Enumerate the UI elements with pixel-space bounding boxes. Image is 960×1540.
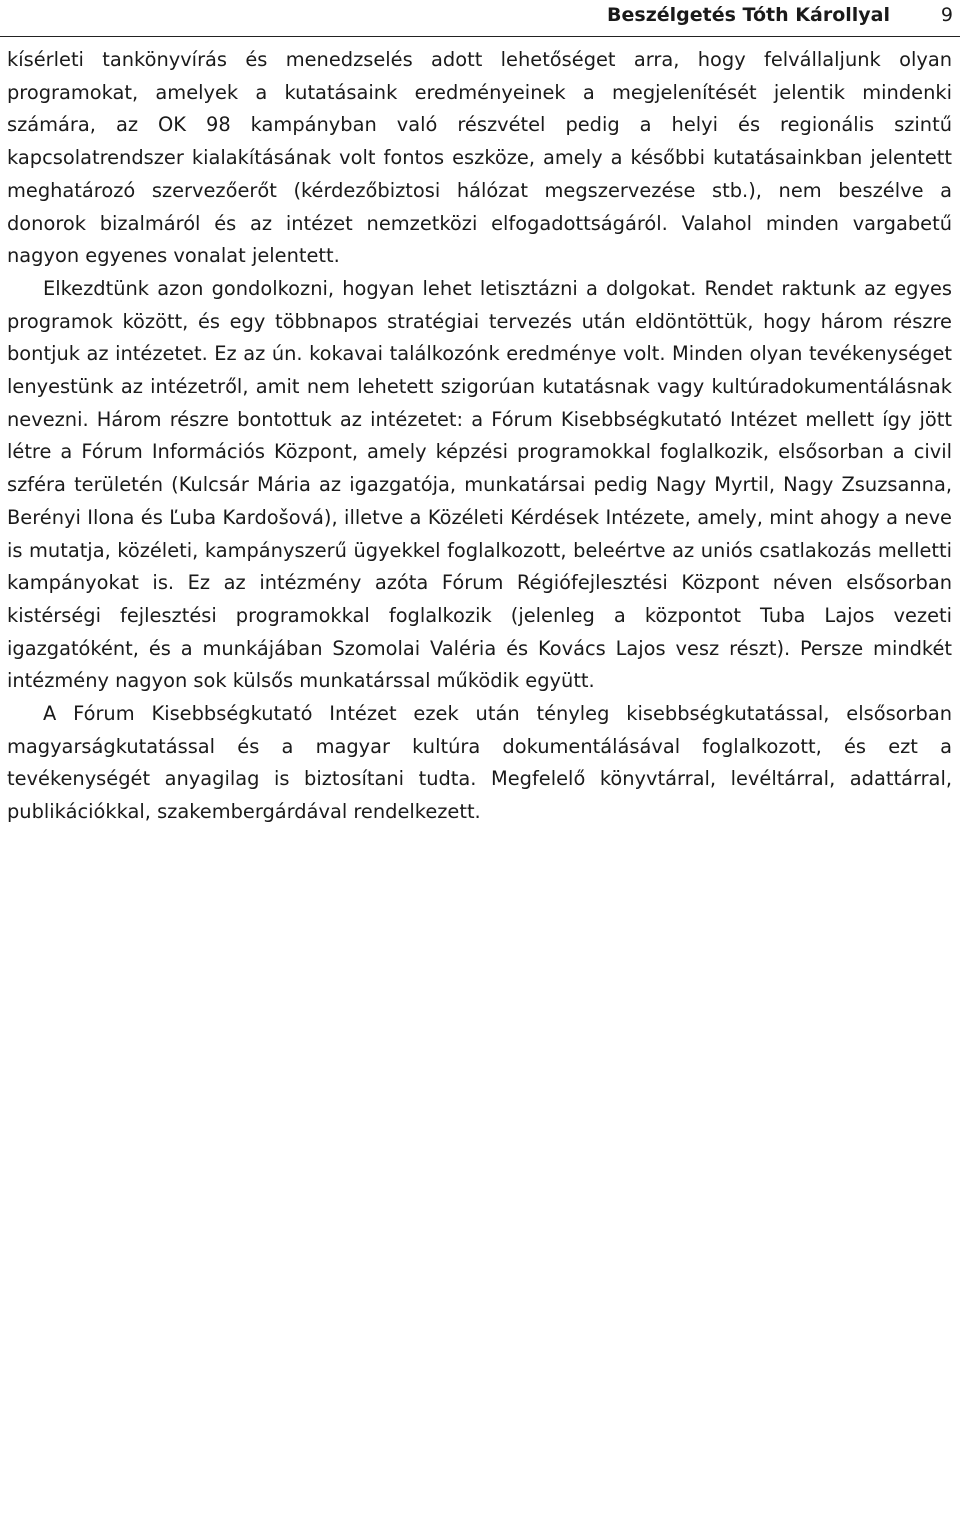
running-header	[0, 0, 960, 37]
running-title: Beszélgetés Tóth Károllyal	[607, 4, 890, 26]
article-body	[7, 44, 952, 829]
paragraph: Elkezdtünk azon gondolkozni, hogyan lehet letisztázni a dolgokat. Rendet raktunk az egyes programok között, és egy többnapos stratégiai tervezés után eldöntöttük, hogy három részre bontjuk az intézetet. Ez az ún. kokavai találkozónk eredménye volt. Minden olyan tevékenységet lenyestünk az intézetről, amit nem lehetett szigorúan kutatásnak vagy kultúradokumentálásnak nevezni. Három részre bontottuk az intézetet: a Fórum Kisebbségkutató Intézet mellett így jött létre a Fórum Információs Központ, amely képzési programokkal foglalkozik, elsősorban a civil szféra területén (Kulcsár Mária az igazgatója, munkatársai pedig Nagy Myrtil, Nagy Zsuzsanna, Berényi Ilona és Ľuba Kardošová), illetve a Közéleti Kérdések Intézete, amely, mint ahogy a neve is mutatja, közéleti, kampányszerű ügyekkel foglalkozott, beleértve az uniós csatlakozás melletti kampányokat is. Ez az intézmény azóta Fórum Régiófejlesztési Központ néven elsősorban kistérségi fejlesztési programokkal foglalkozik (jelenleg a központot Tuba Lajos vezeti igazgatóként, és a munkájában Szomolai Valéria és Kovács Lajos vesz részt). Persze mindkét intézmény nagyon sok külsős munkatárssal működik együtt.	[7, 276, 952, 693]
paragraph: A Fórum Kisebbségkutató Intézet ezek után tényleg kisebbségkutatással, elsősorban magyarságkutatással és a magyar kultúra dokumentálásával foglalkozott, és ezt a tevékenységét anyagilag is biztosítani tudta. Megfelelő könyvtárral, levéltárral, adattárral, publikációkkal, szakembergárdával rendelkezett.	[7, 702, 952, 824]
paragraph: kísérleti tankönyvírás és menedzselés adott lehetőséget arra, hogy felvállaljunk olyan programokat, amelyek a kutatásaink eredményeinek a megjelenítését jelentik mindenki számára, az OK 98 kampányban való részvétel pedig a helyi és regionális szintű kapcsolatrendszer kialakításának volt fontos eszköze, amely a későbbi kutatásainkban jelentett meghatározó szervezőerőt (kérdezőbiztosi hálózat megszervezése stb.), nem beszélve a donorok bizalmáról és az intézet nemzetközi elfogadottságáról. Valahol minden vargabetű nagyon egyenes vonalat jelentett.	[7, 48, 952, 268]
page-number: 9	[940, 4, 953, 26]
